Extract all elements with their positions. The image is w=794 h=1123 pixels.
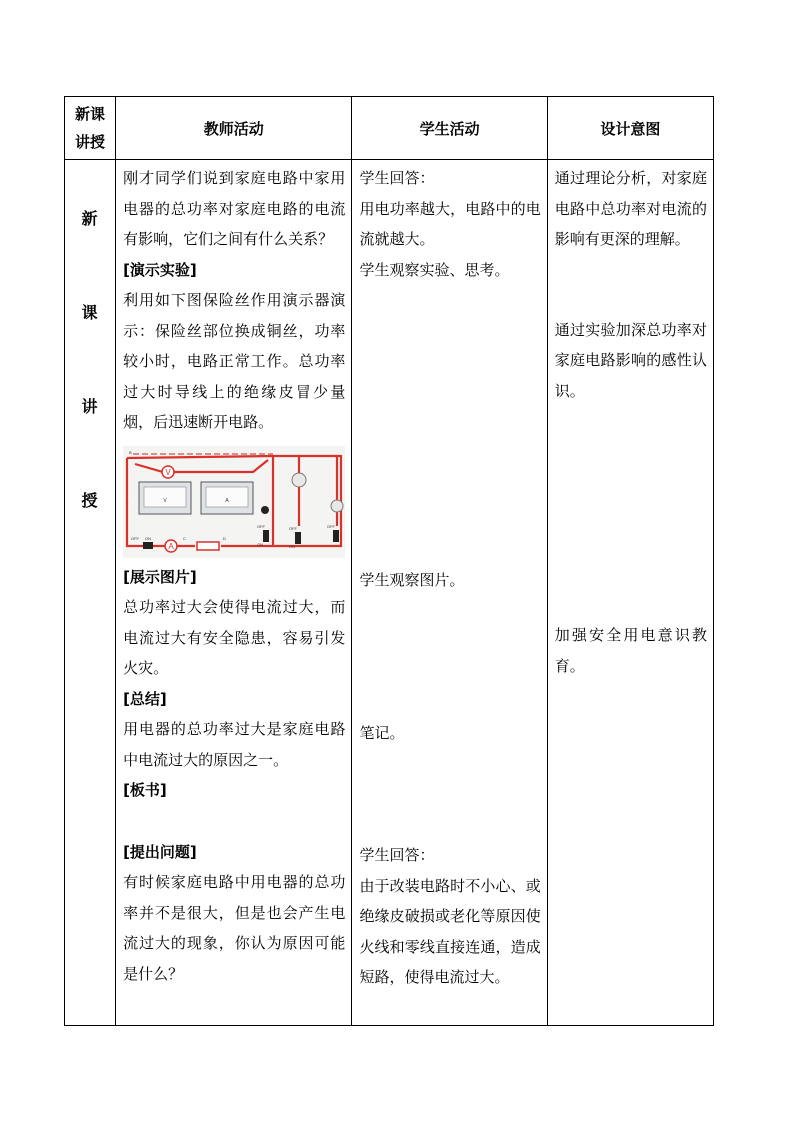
show-picture-text: 总功率过大会使得电流过大，而电流过大有安全隐患，容易引发火灾。 [123,598,346,677]
header-row [65,97,714,160]
design-intent-3: 加强安全用电意识教育。 [554,626,707,675]
student-answer-label-2: 学生回答： [359,846,435,864]
switch-on-label-2: ON [289,543,296,549]
side-label-cell [65,160,116,1026]
student-notes: 笔记。 [359,723,405,742]
summary-text: 用电器的总功率过大是家庭电路中电流过大的原因之一。 [123,720,346,769]
switch-on-label-1: ON [257,541,264,547]
switch-off-label-1: OFF [257,523,266,529]
lesson-table [64,96,714,1026]
teacher-activity-cell [116,160,352,1026]
switch-2 [295,532,301,544]
switch-off-label-3: OFF [327,523,336,529]
terminal-b-label: B [129,449,132,455]
student-answer-label-1: 学生回答： [359,169,435,187]
voltmeter-symbol-label: V [165,467,171,477]
voltmeter-face-label: V [163,497,167,504]
student-activity-cell [352,160,547,1026]
student-observe-picture: 学生观察图片。 [359,571,465,589]
header-new-lesson-line1: 新课 [75,105,106,123]
teacher-question-text: 刚才同学们说到家庭电路中家用电器的总功率对家庭电路的电流有影响，它们之间有什么关系？ [123,169,346,248]
header-teacher-activity: 教师活动 [116,97,352,160]
raise-question-heading: [提出问题] [123,842,197,861]
header-student-activity: 学生活动 [352,97,547,160]
show-picture-heading: [展示图片] [123,567,197,586]
design-intent-cell [547,160,713,1026]
header-design-intent: 设计意图 [547,97,713,160]
main-switch-on-label: ON [145,535,152,541]
side-char-2: 课 [81,303,98,322]
demo-experiment-text: 利用如下图保险丝作用演示器演示：保险丝部位换成铜丝，功率较小时，电路正常工作。总功率过大时导线上的绝缘皮冒少量烟，后迅速断开电路。 [123,291,346,431]
fuse-demonstrator-photo [123,446,345,558]
switch-1 [263,530,269,542]
ammeter-face [206,487,248,507]
summary-heading: [总结] [123,689,167,708]
header-cell-new-lesson [65,97,116,160]
switch-off-label-2: OFF [289,525,298,531]
student-answer-text-1: 用电功率越大，电路中的电流就越大。 [359,199,541,248]
side-char-1: 新 [81,209,98,228]
terminal-d-label: D [223,535,226,541]
side-char-4: 授 [81,491,98,510]
ammeter-face-label: A [225,497,229,504]
side-char-3: 讲 [81,397,98,416]
student-answer-text-2: 由于改装电路时不小心、或绝缘皮破损或老化等原因使火线和零线直接连通，造成短路，使得电流过大。 [359,876,541,986]
design-intent-1: 通过理论分析，对家庭电路中总功率对电流的影响有更深的理解。 [554,169,707,248]
voltmeter-face [144,487,186,507]
header-new-lesson-line2: 讲授 [75,133,106,151]
design-intent-2: 通过实验加深总功率对家庭电路影响的感性认识。 [554,320,707,400]
ammeter-symbol-label: A [168,541,174,551]
main-switch-off-label: OFF [131,535,140,541]
student-observe-experiment: 学生观察实验、思考。 [359,260,510,279]
knob [261,506,269,514]
raise-question-text: 有时候家庭电路中用电器的总功率并不是很大，但是也会产生电流过大的现象，你认为原因可能是什么？ [123,873,346,983]
demo-experiment-heading: [演示实验] [123,260,197,279]
board-writing-heading: [板书] [123,781,167,799]
terminal-c-label: C [183,535,186,541]
fuse-holder [197,542,219,550]
content-row [65,160,714,1026]
bulb-1 [292,473,306,487]
switch-3 [333,530,339,542]
bulb-2 [331,500,343,512]
main-switch [143,542,153,549]
